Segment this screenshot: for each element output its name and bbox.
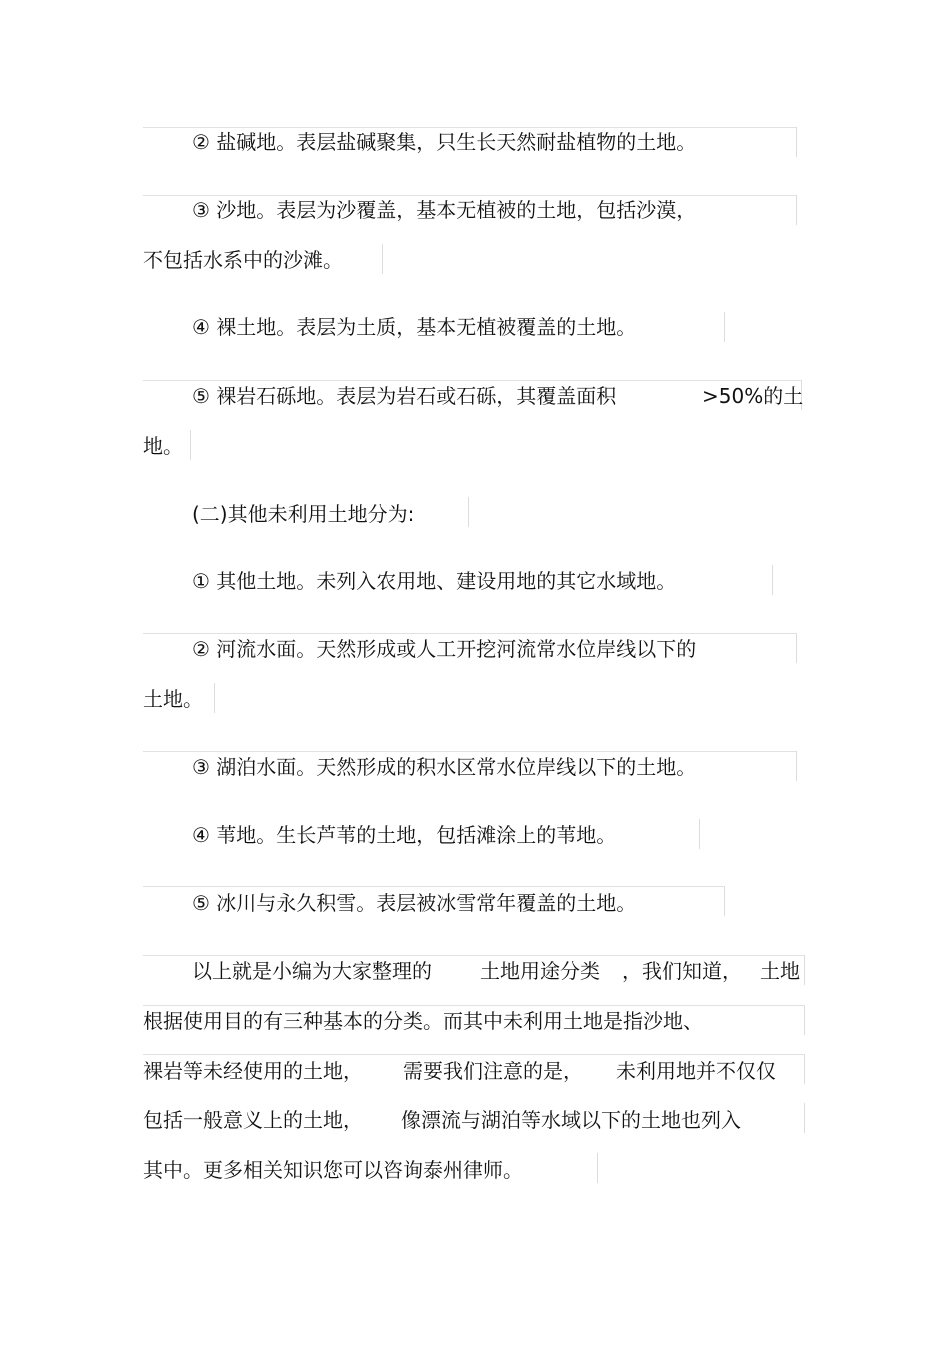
text-line: ，我们知道，	[622, 959, 742, 983]
rule-10-side	[214, 683, 215, 713]
rule-16-side	[804, 1054, 805, 1084]
rule-1-side	[796, 127, 797, 157]
text-line: 包括一般意义上的土地，	[143, 1108, 363, 1132]
section-heading: (二)其他未利用土地分为:	[192, 502, 415, 526]
text-line: ⑤ 裸岩石砾地。表层为岩石或石砾，其覆盖面积	[192, 384, 617, 408]
text-line: ⑤ 冰川与永久积雪。表层被冰雪常年覆盖的土地。	[192, 891, 637, 915]
rule-11-side	[796, 751, 797, 781]
text-line: 像漂流与湖泊等水域以下的土地也列入	[401, 1108, 741, 1132]
rule-17-side	[804, 1103, 805, 1133]
rule-12-side	[699, 819, 700, 849]
rule-7-side	[468, 497, 469, 527]
rule-13	[143, 886, 724, 887]
text-line: 不包括水系中的沙滩。	[143, 248, 343, 272]
text-line: ① 其他土地。未列入农用地、建设用地的其它水域地。	[192, 569, 677, 593]
rule-15	[143, 1005, 805, 1006]
text-line: 其中。更多相关知识您可以咨询泰州律师。	[143, 1158, 523, 1182]
text-line: 土地用途分类	[480, 959, 600, 983]
rule-2-side	[796, 195, 797, 225]
text-line: ④ 裸土地。表层为土质，基本无植被覆盖的土地。	[192, 315, 637, 339]
rule-15-side	[804, 1005, 805, 1035]
rule-11	[143, 751, 797, 752]
text-line: >50%的土	[702, 384, 804, 408]
text-line: 地。	[143, 434, 183, 458]
rule-14	[143, 955, 805, 956]
text-line: 需要我们注意的是，	[403, 1059, 583, 1083]
text-line: ③ 湖泊水面。天然形成的积水区常水位岸线以下的土地。	[192, 755, 697, 779]
text-line: ② 河流水面。天然形成或人工开挖河流常水位岸线以下的	[192, 637, 697, 661]
rule-14-side	[804, 955, 805, 985]
rule-13-side	[724, 886, 725, 916]
rule-9-side	[796, 633, 797, 663]
rule-3-side	[382, 244, 383, 274]
text-line: 根据使用目的有三种基本的分类。而其中未利用土地是指沙地、	[143, 1009, 703, 1033]
text-line: 以上就是小编为大家整理的	[192, 959, 432, 983]
rule-16	[143, 1054, 805, 1055]
rule-18-side	[597, 1153, 598, 1183]
rule-4-side	[724, 312, 725, 342]
rule-8-side	[772, 565, 773, 595]
text-line: 未利用地并不仅仅	[616, 1059, 776, 1083]
text-line: ④ 苇地。生长芦苇的土地，包括滩涂上的苇地。	[192, 823, 617, 847]
rule-5	[143, 380, 802, 381]
rule-6-side	[190, 430, 191, 460]
text-line: ② 盐碱地。表层盐碱聚集，只生长天然耐盐植物的土地。	[192, 130, 697, 154]
rule-9	[143, 633, 797, 634]
text-line: 土地	[760, 959, 800, 983]
text-line: 土地。	[143, 687, 203, 711]
text-line: 裸岩等未经使用的土地，	[143, 1059, 363, 1083]
text-line: ③ 沙地。表层为沙覆盖，基本无植被的土地，包括沙漠，	[192, 198, 697, 222]
